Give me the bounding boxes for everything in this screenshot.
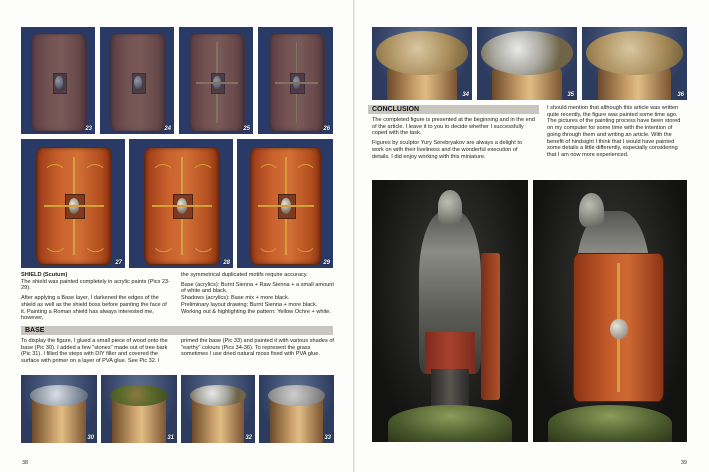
shield-text-col1 [21,272,171,325]
figure-image [573,253,664,402]
page-number-left: 38 [22,460,29,466]
paragraph: Figures by sculptor Yury Serebryakov are always a delight to work on with their liveliness and the wonderful execution of details. I did enjoy working with this miniature. [372,140,523,160]
photo-number: 24 [164,126,171,132]
photo-base-31 [101,375,177,443]
photo-shield-26 [258,27,333,134]
shield-text-col2 [181,272,334,315]
paragraph: Shadows (acrylics): Base mix + more black. [181,295,290,302]
base-image [376,31,468,75]
photo-base-32 [181,375,255,443]
base-image [190,385,246,407]
photo-number: 33 [324,435,331,441]
shield-image [36,147,113,265]
base-image [268,385,325,407]
photo-base-30 [21,375,97,443]
photo-number: 27 [115,260,122,266]
photo-number: 30 [87,435,94,441]
photo-number: 35 [567,92,574,98]
conclusion-text-col2 [547,105,687,162]
shield-image [110,33,165,131]
conclusion-text-col1 [372,117,535,163]
photo-number: 28 [223,260,230,266]
shield-image [31,33,86,131]
shield-image [250,147,321,265]
photo-shield-28 [129,139,233,268]
paragraph: The shield was painted completely in acrylic paints (Pics 23-29). [21,278,170,292]
section-heading-base: BASE [21,326,333,335]
base-image [586,31,683,75]
photo-number: 26 [323,126,330,132]
base-image [481,31,573,75]
photo-number: 36 [677,92,684,98]
paragraph: primed the base (Pic 33) and painted it with various shades of "earthy" colours (Pics 34-36). To represent the grass sometimes I use dried natural moss fixed with PVA glue. [181,338,334,358]
paragraph: After applying a Base layer, I darkened the edges of the shield as well as the shield boss before painting the face of it. Painting a Roman shield has always interested me, however, [21,295,167,322]
shield-image [269,33,325,131]
base-text-col2 [181,338,334,361]
paragraph: The completed figure is presented at the beginning and in the end of the article. I leave it to you to decide whether I successfully coped with the task. [372,117,535,137]
shield-image [144,147,221,265]
photo-number: 25 [243,126,250,132]
photo-number: 34 [462,92,469,98]
photo-shield-25 [179,27,253,134]
page-number-right: 39 [680,460,687,466]
paragraph: To display the figure, I glued a small piece of wood onto the base (Pic 30). I added a few "stones" made out of tree bark (Pic 31). I filled the steps with DIY filler and covered the surface with primer on a layer of PVA glue. See Pic 32. I [21,338,168,365]
photo-shield-29 [237,139,333,268]
photo-base-34 [372,27,472,100]
paragraph: I should mention that although this article was written quite recently, the figure was painted some time ago. The pictures of the painting process have been stored on my computer for some time with the intention of going through them and writing an article. With the benefit of hindsight I think that I would have painted some details a little differently, especially considering that I am now more experienced. [547,105,681,158]
photo-number: 32 [245,435,252,441]
section-heading-shield: SHIELD (Scutum) [21,272,68,278]
photo-figure-shield [533,180,687,442]
shield-image [189,33,244,131]
base-text-col1 [21,338,174,368]
photo-number: 29 [323,260,330,266]
photo-number: 23 [85,126,92,132]
paragraph: the symmetrical duplicated motifs require accuracy. [181,272,308,278]
page-gutter [353,0,355,472]
photo-base-36 [582,27,687,100]
paragraph: Base (acrylics): Burnt Sienna + Raw Sienna + a small amount of white and black. [181,281,334,295]
photo-number: 31 [167,435,174,441]
base-image [110,385,168,407]
photo-base-35 [477,27,577,100]
photo-figure-front [372,180,528,442]
photo-shield-24 [100,27,174,134]
photo-shield-27 [21,139,125,268]
photo-base-33 [259,375,334,443]
paragraph: Preliminary layout drawing: Burnt Sienna + more black. [181,301,318,308]
section-heading-conclusion: CONCLUSION [368,105,539,114]
paragraph: Working out & highlighting the pattern: Yellow Ochre + white. [181,308,331,315]
base-image [30,385,88,407]
photo-shield-23 [21,27,95,134]
